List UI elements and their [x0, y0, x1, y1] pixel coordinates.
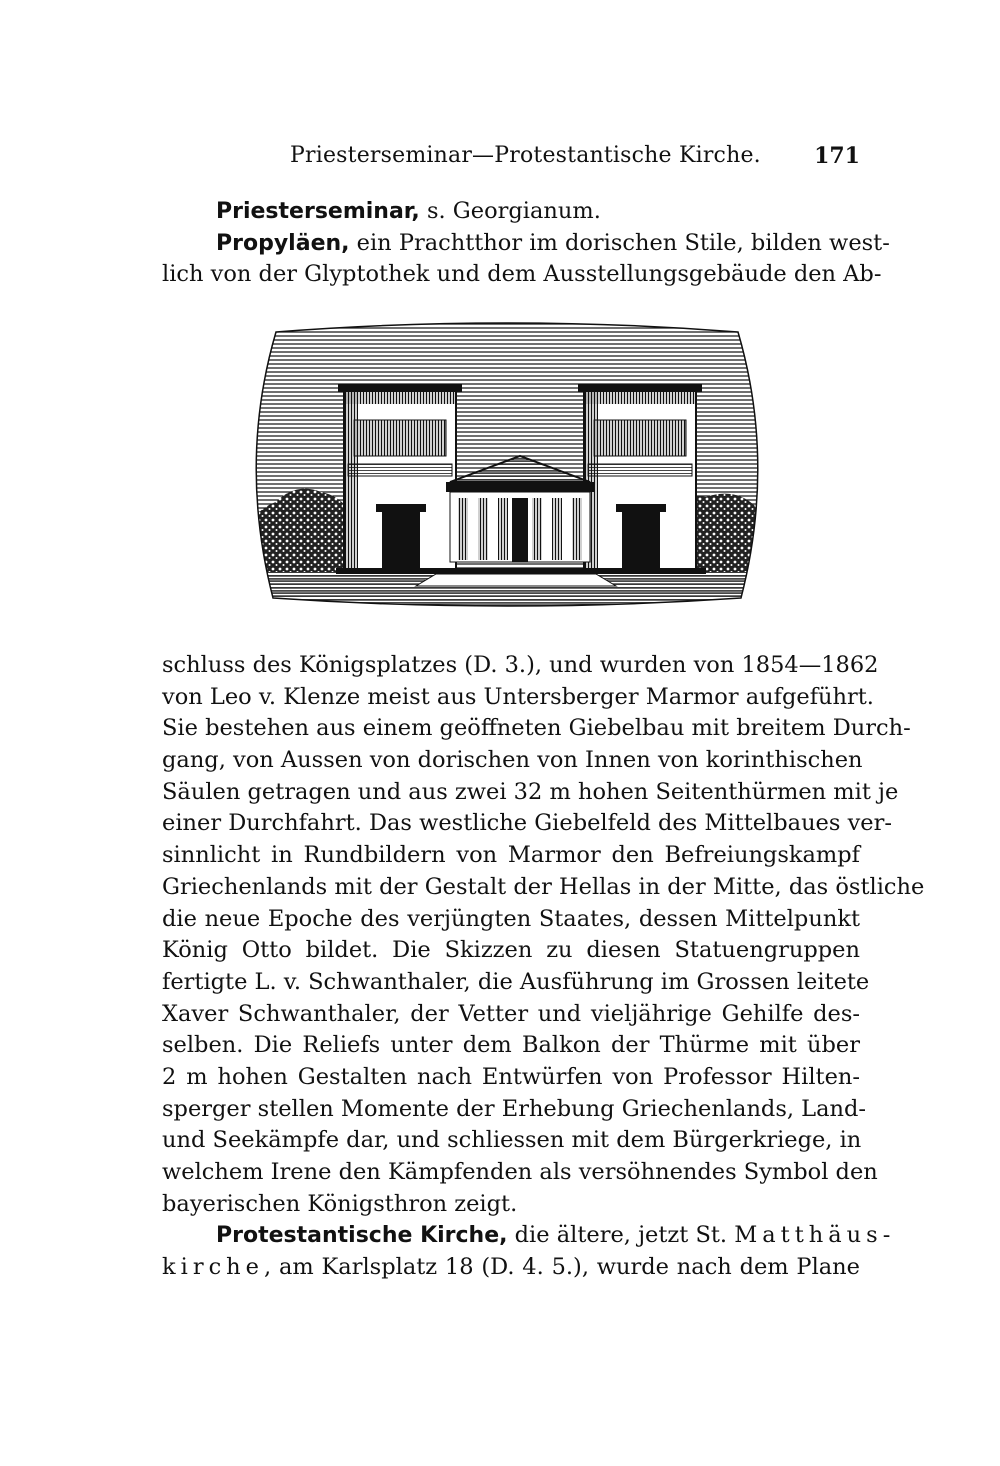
running-title: Priesterseminar—Protestantische Kirche. [290, 143, 761, 168]
body-line: gang, von Aussen von dorischen von Innen von korinthischen [162, 747, 863, 774]
headword-protestantische-kirche: Protestantische Kirche, [216, 1223, 508, 1249]
body-line: sperger stellen Momente der Erhebung Griechenlands, Land- [162, 1095, 867, 1122]
headword-priesterseminar: Priesterseminar, [216, 199, 420, 224]
body-line: Xaver Schwanthaler, der Vetter und vieljährige Gehilfe des- [162, 1000, 860, 1027]
body-line: bayerischen Königsthron zeigt. [162, 1190, 518, 1217]
entry-propylaeen-line1 [162, 228, 890, 260]
entry-text: die ältere, jetzt St. [514, 1222, 728, 1249]
entry-priesterseminar [162, 196, 860, 228]
spaced-name: Matthäus- [734, 1222, 896, 1249]
body-line: von Leo v. Klenze meist aus Untersberger Marmor aufgeführt. [162, 683, 874, 710]
body-line: Sie bestehen aus einem geöffneten Giebelbau mit breitem Durch- [162, 715, 911, 742]
body-line: einer Durchfahrt. Das westliche Giebelfeld des Mittelbaues ver- [162, 810, 892, 837]
body-line: die neue Epoche des verjüngten Staates, dessen Mittelpunkt [162, 905, 860, 932]
body-line: welchem Irene den Kämpfenden als versöhnendes Symbol den [162, 1159, 878, 1185]
page-number: 171 [814, 143, 860, 169]
body-line: König Otto bildet. Die Skizzen zu diesen Statuengruppen [162, 937, 860, 964]
entry-text: ein Prachtthor im dorischen Stile, bilden west- [356, 229, 890, 256]
body-line: sinnlicht in Rundbildern von Marmor den Befreiungskampf [162, 842, 860, 869]
entry-protestantische-kirche-line2 [162, 1252, 860, 1284]
entry-propylaeen-continued [162, 650, 925, 1284]
entry-text: s. Georgianum. [426, 198, 601, 224]
propylaeen-engraving-icon [236, 322, 778, 608]
entry-protestantische-kirche-line1 [162, 1220, 896, 1252]
body-line: schluss des Königsplatzes (D. 3.), und wurden von 1854—1862 [162, 652, 879, 678]
body-line: Säulen getragen und aus zwei 32 m hohen Seitenthürmen mit je [162, 778, 899, 805]
entries-top [162, 196, 890, 291]
body-line: 2 m hohen Gestalten nach Entwürfen von Professor Hilten- [162, 1063, 860, 1090]
entry-propylaeen-line2: lich von der Glyptothek und dem Ausstellungsgebäude den Ab- [162, 261, 882, 288]
entry-text: , am Karlsplatz 18 (D. 4. 5.), wurde nach dem Plane [264, 1254, 860, 1281]
propylaeen-figure [236, 322, 778, 608]
running-header [162, 143, 860, 173]
body-line: selben. Die Reliefs unter dem Balkon der Thürme mit über [162, 1032, 860, 1059]
body-line: Griechenlands mit der Gestalt der Hellas in der Mitte, das östliche [162, 873, 925, 900]
body-line: fertigte L. v. Schwanthaler, die Ausführung im Grossen leitete [162, 968, 870, 995]
headword-propylaeen: Propyläen, [216, 230, 350, 256]
spaced-name: kirche [162, 1254, 264, 1281]
body-line: und Seekämpfe dar, und schliessen mit dem Bürgerkriege, in [162, 1127, 862, 1154]
